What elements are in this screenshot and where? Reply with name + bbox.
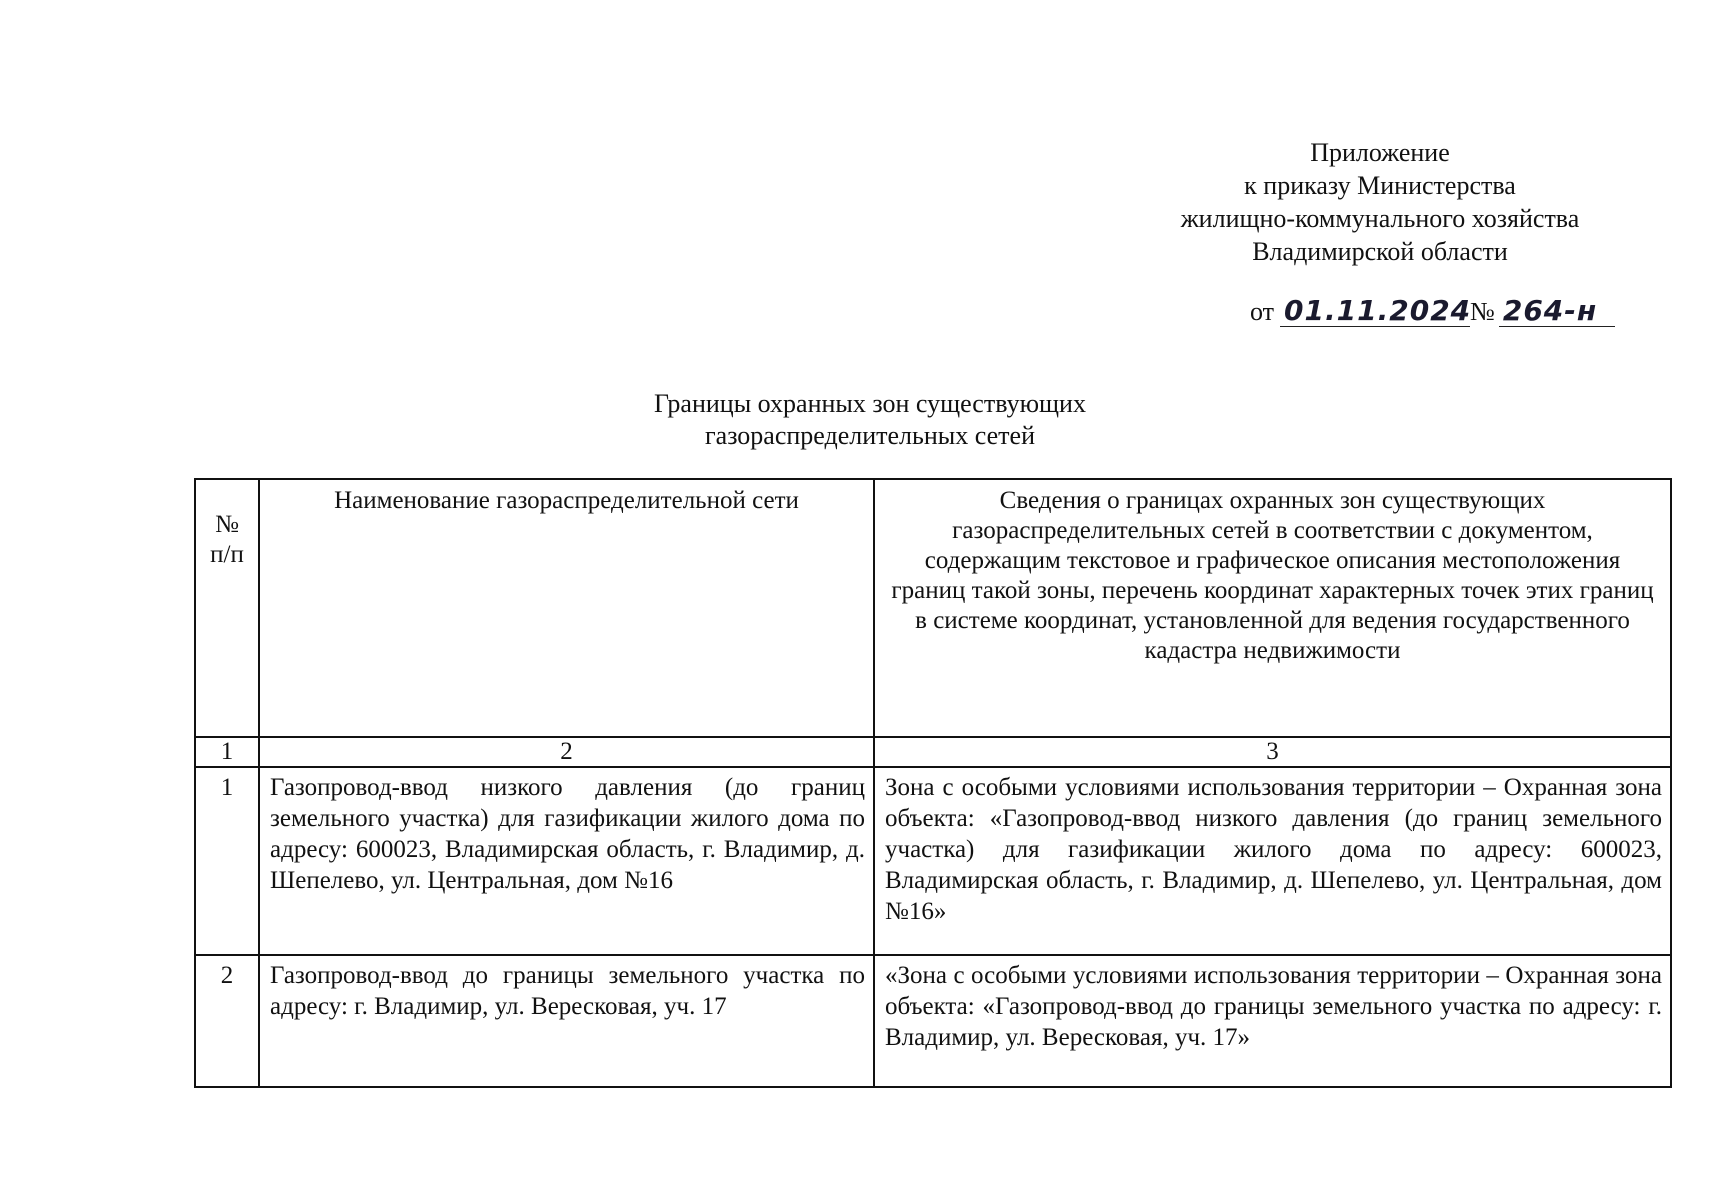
appendix-line: Владимирской области [1252, 237, 1508, 266]
appendix-line: жилищно-коммунального хозяйства [1180, 204, 1580, 233]
order-date-prefix: от [1250, 297, 1275, 326]
table-header-row [195, 479, 1671, 737]
appendix-line: Приложение [1310, 138, 1450, 167]
zones-table [194, 478, 1672, 1088]
column-number-row [195, 737, 1671, 767]
title-line-1: Границы охранных зон существующих [654, 389, 1086, 418]
row-zone-info: Зона с особыми условиями использования территории – Охранная зона объекта: «Газопровод-ввод низкого давления (до границ земельного участка) для газификации жилого дома по адресу: 600023, Владимирская область, г. Владимир, д. Шепелево, ул. Центральная, дом №16» [874, 767, 1671, 955]
header-number: № п/п [195, 479, 259, 737]
zones-table-wrapper [194, 478, 1670, 1088]
document-title [520, 388, 1220, 452]
order-number-handwritten: 264-н [1499, 296, 1615, 327]
title-line-2: газораспределительных сетей [704, 421, 1035, 450]
row-index: 1 [195, 767, 259, 955]
row-zone-info: «Зона с особыми условиями использования территории – Охранная зона объекта: «Газопровод-ввод до границы земельного участка по адресу: г. Владимир, ул. Вересковая, уч. 17» [874, 955, 1671, 1087]
row-network-name: Газопровод-ввод низкого давления (до границ земельного участка) для газификации жилого дома по адресу: 600023, Владимирская область, г. Владимир, д. Шепелево, ул. Центральная, дом №16 [259, 767, 874, 955]
header-zone-info: Сведения о границах охранных зон существующих газораспределительных сетей в соответствии с документом, содержащим текстовое и графическое описания местоположения границ такой зоны, перечень координат характерных точек этих границ в системе координат, установленной для ведения государственного кадастра недвижимости [874, 479, 1671, 737]
order-date-handwritten: 01.11.2024 [1280, 296, 1470, 327]
order-number-prefix: № [1470, 297, 1495, 326]
column-number: 2 [259, 737, 874, 767]
column-number: 1 [195, 737, 259, 767]
order-reference [1250, 296, 1615, 327]
header-network-name: Наименование газораспределительной сети [259, 479, 874, 737]
column-number: 3 [874, 737, 1671, 767]
table-row [195, 767, 1671, 955]
table-row [195, 955, 1671, 1087]
row-index: 2 [195, 955, 259, 1087]
appendix-line: к приказу Министерства [1244, 171, 1516, 200]
appendix-block [1160, 136, 1600, 268]
row-network-name: Газопровод-ввод до границы земельного участка по адресу: г. Владимир, ул. Вересковая, уч. 17 [259, 955, 874, 1087]
